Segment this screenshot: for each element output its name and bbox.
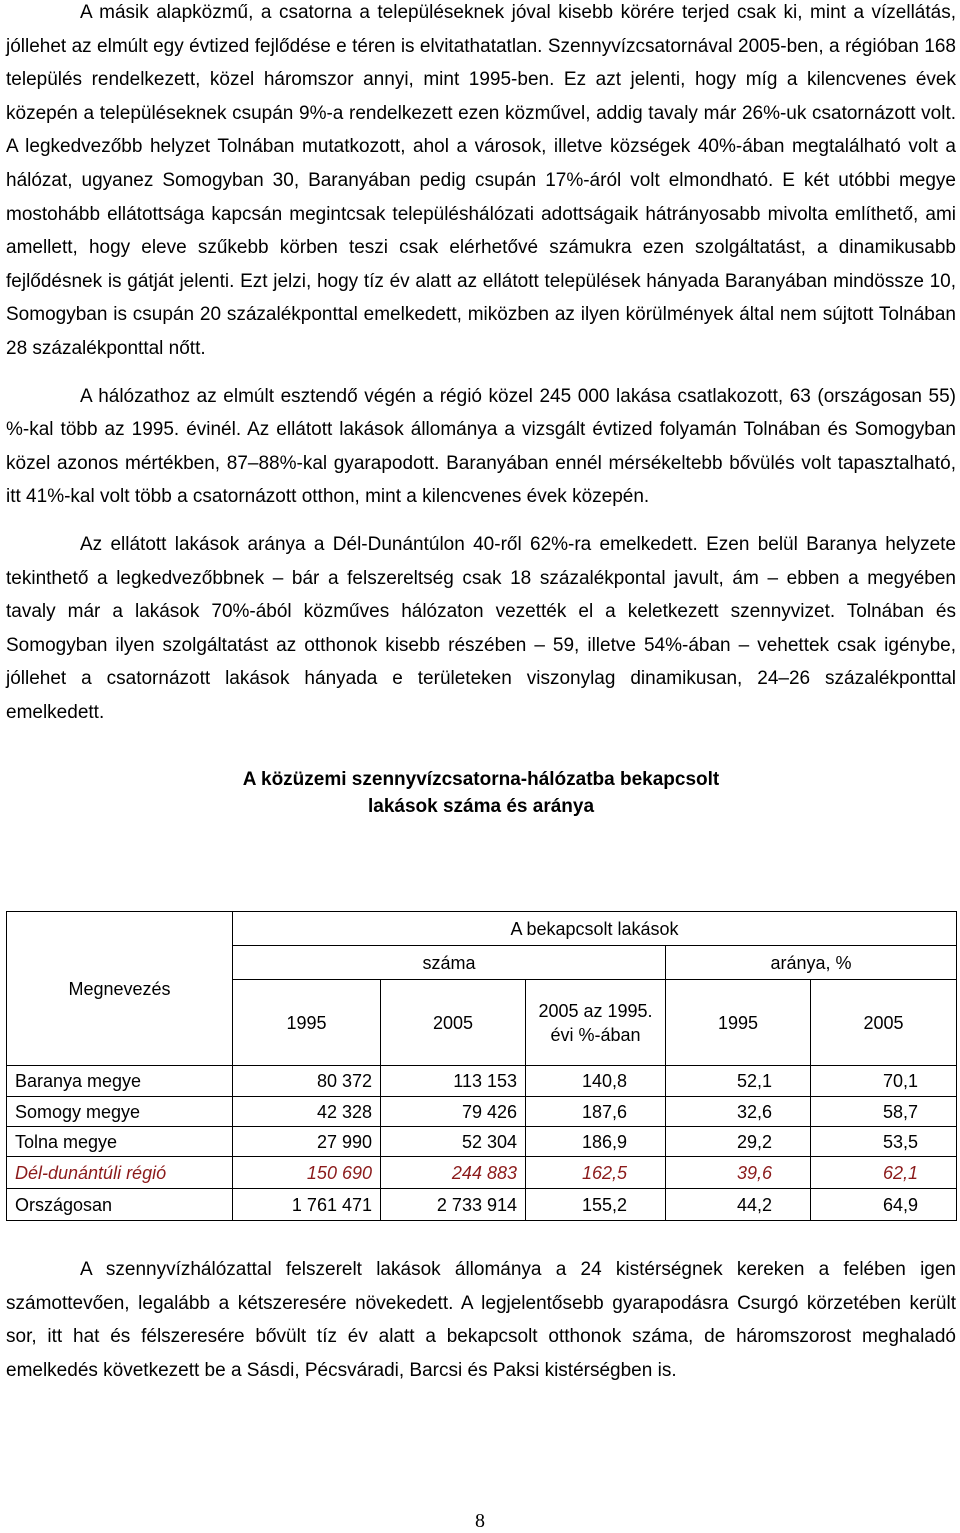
- header-name: Megnevezés: [7, 912, 233, 1066]
- table-title: [6, 766, 956, 820]
- cell-index: 140,8: [526, 1066, 666, 1097]
- table-row-national: [7, 1189, 957, 1221]
- table-row: [7, 1097, 957, 1127]
- row-name: Országosan: [7, 1189, 233, 1221]
- table-row: [7, 1127, 957, 1157]
- cell-ratio-1995: 44,2: [666, 1189, 811, 1221]
- table-row-region: [7, 1157, 957, 1189]
- cell-count-2005: 113 153: [381, 1066, 526, 1097]
- cell-count-2005: 52 304: [381, 1127, 526, 1157]
- table-row: [7, 1066, 957, 1097]
- cell-ratio-2005: 62,1: [811, 1157, 957, 1189]
- cell-count-2005: 244 883: [381, 1157, 526, 1189]
- header-group: A bekapcsolt lakások: [233, 912, 957, 946]
- cell-index: 187,6: [526, 1097, 666, 1127]
- header-count-1995: 1995: [233, 980, 381, 1066]
- cell-ratio-2005: 58,7: [811, 1097, 957, 1127]
- paragraph-4: A szennyvízhálózattal felszerelt lakások állománya a 24 kistérségnek kereken a felében igen számottevően, legalább a kétszeresére növekedett. A legjelentősebb gyarapodásra Csurgó körzetében került sor, itt hat és félszeresére bővült tíz év alatt a bekapcsolt otthonok száma, de háromszorost meghaladó emelkedés következett be a Sásdi, Pécsváradi, Barcsi és Paksi kistérségben is.: [6, 1259, 956, 1381]
- row-name: Somogy megye: [7, 1097, 233, 1127]
- cell-count-2005: 2 733 914: [381, 1189, 526, 1221]
- cell-count-1995: 42 328: [233, 1097, 381, 1127]
- paragraph-1: A másik alapközmű, a csatorna a településeknek jóval kisebb körére terjed csak ki, mint a vízellátás, jóllehet az elmúlt egy évtized fejlődése e téren is elvitathatatlan. Szennyvízcsatornával 2005-ben, a régióban 168 település rendelkezett, közel háromszor annyi, mint 1995-ben. Ez azt jelenti, hogy míg a kilencvenes évek közepén a településeknek csupán 9%-a rendelkezett ezen közművel, addig tavaly már 26%-uk csatornázott volt. A legkedvezőbb helyzet Tolnában mutatkozott, ahol a városok, illetve községek 40%-ában megtalálható volt a hálózat, ugyanez Somogyban 30, Baranyában pedig csupán 17%-áról volt elmondható. E két utóbbi megye mostohább ellátottsága kapcsán megintcsak településhálózati adottságaik hátrányosabb mivolta említhető, ami amellett, hogy eleve szűkebb körben teszi csak elérhetővé számukra ezen szolgáltatást, a dinamikusabb fejlődésnek is gátját jelenti. Ezt jelzi, hogy tíz év alatt az ellátott települések hányada Baranyában mindössze 10, Somogyban is csupán 20 százalékponttal emelkedett, miközben az ilyen körülmények által nem sújtott Tolnában 28 százalékponttal nőtt.: [6, 2, 956, 359]
- cell-count-1995: 150 690: [233, 1157, 381, 1189]
- table-title-line-1: A közüzemi szennyvízcsatorna-hálózatba bekapcsolt: [242, 769, 720, 791]
- cell-ratio-1995: 39,6: [666, 1157, 811, 1189]
- cell-index: 162,5: [526, 1157, 666, 1189]
- document-page: [6, 0, 956, 1381]
- cell-index: 155,2: [526, 1189, 666, 1221]
- row-name: Baranya megye: [7, 1066, 233, 1097]
- cell-count-1995: 27 990: [233, 1127, 381, 1157]
- paragraph-3: Az ellátott lakások aránya a Dél-Dunántúlon 40-ről 62%-ra emelkedett. Ezen belül Baranya helyzete tekinthető a legkedvezőbbnek – bár a felszereltség csak 18 százalékpontal javult, ám – ebben a megyében tavaly már a lakások 70%-ából közműves hálózaton vezették el a keletkezett szennyvizet. Tolnában és Somogyban ilyen szolgáltatást az otthonok kisebb részében – 59, illetve 54%-ában – vehettek csak igénybe, jóllehet a csatornázott lakások hányada e területeken viszonylag dinamikusan, 24–26 százalékponttal emelkedett.: [6, 533, 956, 723]
- table-title-line-2: lakások száma és aránya: [367, 796, 595, 818]
- header-ratio: aránya, %: [666, 946, 957, 980]
- cell-count-1995: 80 372: [233, 1066, 381, 1097]
- table-header-row-1: [7, 912, 957, 946]
- header-ratio-1995: 1995: [666, 980, 811, 1066]
- cell-ratio-2005: 64,9: [811, 1189, 957, 1221]
- cell-count-2005: 79 426: [381, 1097, 526, 1127]
- paragraph-2: A hálózathoz az elmúlt esztendő végén a régió közel 245 000 lakása csatlakozott, 63 (országosan 55) %-kal több az 1995. évinél. Az ellátott lakások állománya a vizsgált évtized folyamán Tolnában és Somogyban közel azonos mértékben, 87–88%-kal gyarapodott. Baranyában ennél mérsékeltebb bővülés volt tapasztalható, itt 41%-kal volt több a csatornázott otthon, mint a kilencvenes évek közepén.: [6, 385, 956, 508]
- header-count: száma: [233, 946, 666, 980]
- cell-ratio-1995: 32,6: [666, 1097, 811, 1127]
- cell-ratio-1995: 29,2: [666, 1127, 811, 1157]
- cell-count-1995: 1 761 471: [233, 1189, 381, 1221]
- header-index: 2005 az 1995. évi %-ában: [526, 980, 666, 1066]
- cell-index: 186,9: [526, 1127, 666, 1157]
- cell-ratio-1995: 52,1: [666, 1066, 811, 1097]
- page-number: 8: [475, 1510, 485, 1532]
- cell-ratio-2005: 53,5: [811, 1127, 957, 1157]
- header-count-2005: 2005: [381, 980, 526, 1066]
- row-name: Dél-dunántúli régió: [7, 1157, 233, 1189]
- row-name: Tolna megye: [7, 1127, 233, 1157]
- header-ratio-2005: 2005: [811, 980, 957, 1066]
- sewer-connections-table: [6, 911, 957, 1221]
- cell-ratio-2005: 70,1: [811, 1066, 957, 1097]
